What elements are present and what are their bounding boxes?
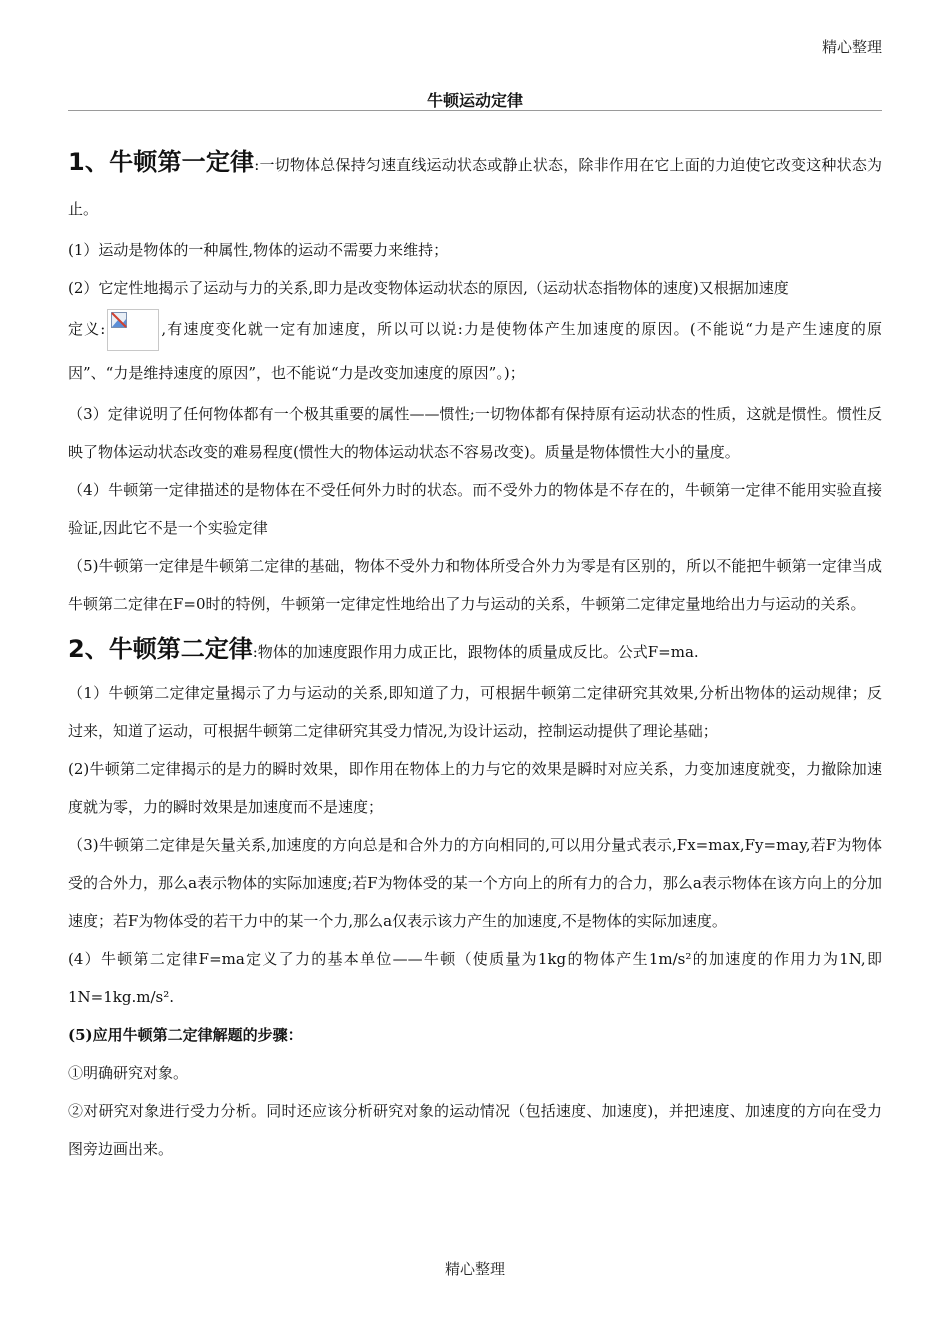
section1-lead: :一切物体总保持匀速直线运动状态或静止状态，除非作用在它上面的力迫使它改变这种状态为止。: [68, 156, 883, 218]
broken-image-icon: [111, 312, 127, 328]
section2-intro: [68, 627, 882, 674]
section2-steps-heading: (5)应用牛顿第二定律解题的步骤：: [68, 1026, 303, 1044]
header-note: 精心整理: [821, 38, 882, 56]
section2-item-2: (2)牛顿第二定律揭示的是力的瞬时效果，即作用在物体上的力与它的效果是瞬时对应关系，力变加速度就变，力撤除加速度就为零，力的瞬时效果是加速度而不是速度；: [68, 760, 882, 816]
section2-item-1: （1）牛顿第二定律定量揭示了力与运动的关系,即知道了力，可根据牛顿第二定律研究其效果,分析出物体的运动规律；反过来，知道了运动，可根据牛顿第二定律研究其受力情况,为设计运动，控制运动提供了理论基础；: [68, 684, 882, 740]
header-rule: [68, 110, 882, 111]
section2-lead: :物体的加速度跟作用力成正比，跟物体的质量成反比。公式F=ma.: [252, 643, 699, 661]
section2-heading: 2、牛顿第二定律: [68, 635, 253, 663]
section1-item-5: （5)牛顿第一定律是牛顿第二定律的基础，物体不受外力和物体所受合外力为零是有区别的，所以不能把牛顿第一定律当成牛顿第二定律在F=0时的特例，牛顿第一定律定性地给出了力与运动的关系，牛顿第二定律定量地给出力与运动的关系。: [68, 557, 882, 613]
formula-image-placeholder: [107, 309, 159, 351]
definition-text: ,有速度变化就一定有加速度，所以可以说:力是使物体产生加速度的原因。(不能说“力是产生速度的原因”、“力是维持速度的原因”，也不能说“力是改变加速度的原因”。)；: [68, 320, 882, 382]
section1-intro: [68, 140, 882, 231]
section1-item-1: (1）运动是物体的一种属性,物体的运动不需要力来维持；: [68, 241, 449, 259]
section1-definition: [68, 307, 882, 395]
section1-item-4: （4）牛顿第一定律描述的是物体在不受任何外力时的状态。而不受外力的物体是不存在的，牛顿第一定律不能用实验直接验证,因此它不是一个实验定律: [68, 481, 882, 537]
section2-step-1: ①明确研究对象。: [68, 1064, 189, 1082]
document-title: 牛顿运动定律: [426, 91, 523, 110]
section1-heading: 1、牛顿第一定律: [68, 148, 255, 176]
section2-item-4: (4）牛顿第二定律F=ma定义了力的基本单位——牛顿（使质量为1kg的物体产生1m/s²的加速度的作用力为1N,即1N=1kg.m/s².: [68, 950, 882, 1006]
footer-note: 精心整理: [444, 1260, 505, 1278]
section1-item-3: （3）定律说明了任何物体都有一个极其重要的属性——惯性;一切物体都有保持原有运动状态的性质，这就是惯性。惯性反映了物体运动状态改变的难易程度(惯性大的物体运动状态不容易改变)。质量是物体惯性大小的量度。: [68, 405, 882, 461]
document-body: [68, 140, 882, 1168]
section2-step-2: ②对研究对象进行受力分析。同时还应该分析研究对象的运动情况（包括速度、加速度)，并把速度、加速度的方向在受力图旁边画出来。: [68, 1102, 882, 1158]
definition-prefix: 定义:: [68, 320, 106, 338]
section1-item-2: (2）它定性地揭示了运动与力的关系,即力是改变物体运动状态的原因,（运动状态指物体的速度)又根据加速度: [68, 279, 789, 297]
section2-item-3: （3)牛顿第二定律是矢量关系,加速度的方向总是和合外力的方向相同的,可以用分量式表示,Fx=max,Fy=may,若F为物体受的合外力，那么a表示物体的实际加速度;若F为物体受的某一个方向上的所有力的合力，那么a表示物体在该方向上的分加速度；若F为物体受的若干力中的某一个力,那么a仅表示该力产生的加速度,不是物体的实际加速度。: [68, 836, 882, 930]
